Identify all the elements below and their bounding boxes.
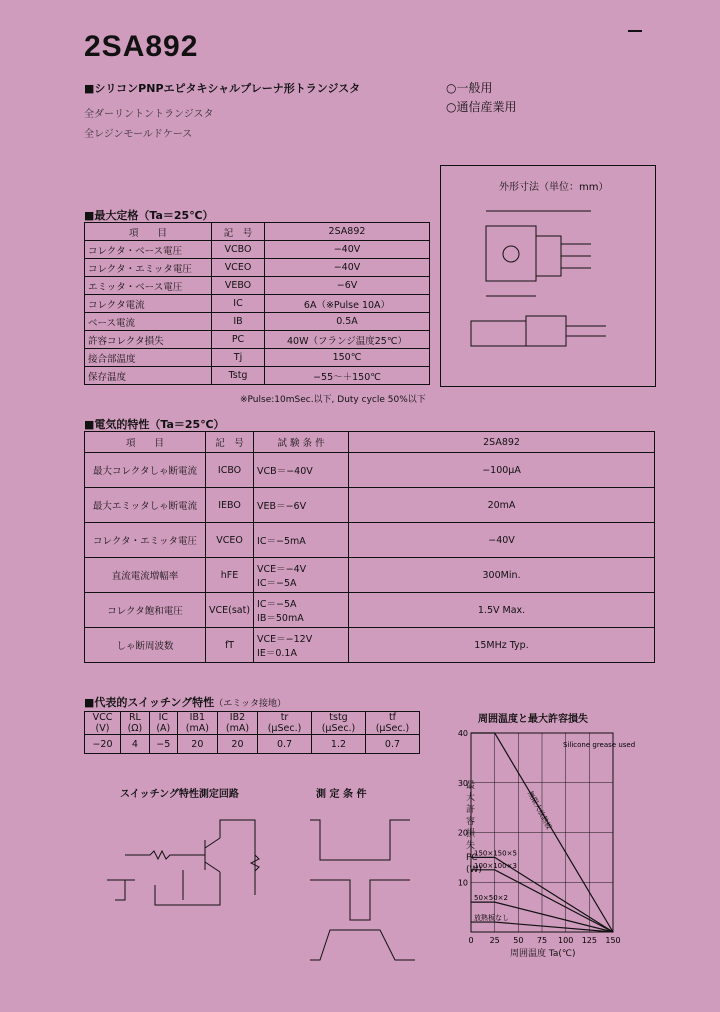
package-drawing bbox=[441, 166, 655, 386]
cell: VEBO bbox=[212, 277, 265, 295]
max-ratings-heading: ■最大定格（Ta＝25℃） bbox=[84, 209, 214, 222]
header-symbol: 記 号 bbox=[212, 223, 265, 241]
header-cell bbox=[312, 712, 366, 735]
derating-chart bbox=[440, 720, 640, 960]
header-symbol: 記 号 bbox=[206, 432, 254, 453]
cell: IB bbox=[212, 313, 265, 331]
header-unit: (Ω) bbox=[127, 723, 143, 734]
value-cell: 0.7 bbox=[365, 735, 419, 754]
header-unit: (μSec.) bbox=[267, 723, 302, 734]
use-general: ○一般用 bbox=[446, 81, 493, 95]
cell: コレクタ飽和電圧 bbox=[85, 593, 206, 628]
header-unit: (A) bbox=[156, 723, 171, 734]
cell: −100μA bbox=[349, 453, 655, 488]
condition-line: IC＝−5A bbox=[257, 599, 297, 610]
cell: 保存温度 bbox=[85, 367, 212, 385]
series-label: 50×50×2 bbox=[474, 894, 508, 903]
header-symbol: RL bbox=[128, 712, 141, 723]
chart-title: 周囲温度と最大許容損失 bbox=[478, 714, 588, 725]
header-symbol: IB1 bbox=[189, 712, 206, 723]
condition-line: VCE＝−4V bbox=[257, 564, 307, 575]
cell: コレクタ・ベース電圧 bbox=[85, 241, 212, 259]
series-label: 無限大放熱板 bbox=[526, 789, 553, 831]
table-header-row bbox=[85, 223, 430, 241]
cell: fT bbox=[206, 628, 254, 663]
cell: 20mA bbox=[349, 488, 655, 523]
header-cell bbox=[149, 712, 177, 735]
table-row bbox=[85, 349, 430, 367]
header-item: 項 目 bbox=[85, 432, 206, 453]
table-row bbox=[85, 453, 655, 488]
cell: −40V bbox=[349, 523, 655, 558]
condition-line: IE＝0.1A bbox=[257, 648, 297, 659]
condition-line: VEB＝−6V bbox=[257, 501, 307, 512]
x-tick-label: 150 bbox=[605, 936, 621, 945]
cell: VCBO bbox=[212, 241, 265, 259]
cell: 15MHz Typ. bbox=[349, 628, 655, 663]
value-cell: 20 bbox=[217, 735, 257, 754]
table-row bbox=[85, 313, 430, 331]
x-tick-label: 100 bbox=[558, 936, 574, 945]
table-header-row bbox=[85, 712, 420, 735]
cell: しゃ断周波数 bbox=[85, 628, 206, 663]
x-tick-label: 75 bbox=[536, 936, 548, 945]
condition-line: VCB＝−40V bbox=[257, 466, 313, 477]
cell: VCE(sat) bbox=[206, 593, 254, 628]
cell: VCEO bbox=[206, 523, 254, 558]
cell: コレクタ・エミッタ電圧 bbox=[85, 523, 206, 558]
switching-waveforms bbox=[290, 800, 430, 970]
table-row bbox=[85, 295, 430, 313]
cell: Tj bbox=[212, 349, 265, 367]
header-cell bbox=[120, 712, 149, 735]
cell: 最大コレクタしゃ断電流 bbox=[85, 453, 206, 488]
header-cell bbox=[217, 712, 257, 735]
package-outline-box bbox=[440, 165, 656, 387]
header-unit: (mA) bbox=[225, 723, 250, 734]
use-industrial: ○通信産業用 bbox=[446, 100, 517, 114]
switching-heading bbox=[84, 694, 286, 710]
header-symbol: tf bbox=[388, 712, 397, 723]
x-tick-label: 25 bbox=[489, 936, 500, 945]
feature-resin-mold: 全レジンモールドケース bbox=[84, 129, 193, 140]
table-row bbox=[85, 523, 655, 558]
header-unit: (V) bbox=[95, 723, 110, 734]
cell: 150℃ bbox=[265, 349, 430, 367]
legend-note: Silicone grease used bbox=[563, 741, 636, 749]
cell: Tstg bbox=[212, 367, 265, 385]
header-value: 2SA892 bbox=[349, 432, 655, 453]
corner-mark bbox=[628, 30, 642, 32]
header-unit: (μSec.) bbox=[375, 723, 410, 734]
electrical-table bbox=[84, 431, 655, 663]
table-row bbox=[85, 558, 655, 593]
cell: IEBO bbox=[206, 488, 254, 523]
y-tick-label: 40 bbox=[457, 729, 468, 738]
header-condition: 試 験 条 件 bbox=[254, 432, 349, 453]
header-symbol: IC bbox=[158, 712, 169, 723]
cell: 許容コレクタ損失 bbox=[85, 331, 212, 349]
condition-line: IC＝−5mA bbox=[257, 536, 306, 547]
circuit-title: スイッチング特性測定回路 bbox=[120, 789, 239, 800]
table-row bbox=[85, 331, 430, 349]
header-symbol: tstg bbox=[329, 712, 348, 723]
cell: IC bbox=[212, 295, 265, 313]
header-unit: (μSec.) bbox=[321, 723, 356, 734]
value-cell: −5 bbox=[149, 735, 177, 754]
cell: hFE bbox=[206, 558, 254, 593]
electrical-heading: ■電気的特性（Ta＝25℃） bbox=[84, 418, 225, 431]
cell: −40V bbox=[265, 241, 430, 259]
condition-line: VCE＝−12V bbox=[257, 634, 313, 645]
cell: VCEO bbox=[212, 259, 265, 277]
cell: エミッタ・ベース電圧 bbox=[85, 277, 212, 295]
value-cell: −20 bbox=[85, 735, 121, 754]
cell: 6A（※Pulse 10A） bbox=[265, 295, 430, 313]
cell: 最大エミッタしゃ断電流 bbox=[85, 488, 206, 523]
cell: 直流電流増幅率 bbox=[85, 558, 206, 593]
header-cell bbox=[85, 712, 121, 735]
header-value: 2SA892 bbox=[265, 223, 430, 241]
condition-title: 測 定 条 件 bbox=[316, 789, 367, 800]
table-row bbox=[85, 241, 430, 259]
cell: 300Min. bbox=[349, 558, 655, 593]
header-cell bbox=[258, 712, 312, 735]
header-cell bbox=[177, 712, 217, 735]
cell: −6V bbox=[265, 277, 430, 295]
cell: ベース電流 bbox=[85, 313, 212, 331]
cell: 40W（フランジ温度25℃） bbox=[265, 331, 430, 349]
y-tick-label: 20 bbox=[457, 828, 468, 838]
cell: 0.5A bbox=[265, 313, 430, 331]
condition-line: IC＝−5A bbox=[257, 578, 297, 589]
header-unit: (mA) bbox=[185, 723, 209, 734]
part-number-title: 2SA892 bbox=[84, 30, 199, 63]
y-tick-label: 30 bbox=[457, 778, 468, 788]
max-ratings-table bbox=[84, 222, 430, 385]
pulse-note: ※Pulse:10mSec.以下, Duty cycle 50%以下 bbox=[240, 395, 426, 405]
header-item: 項 目 bbox=[85, 223, 212, 241]
cell: −55〜＋150℃ bbox=[265, 367, 430, 385]
table-row bbox=[85, 628, 655, 663]
value-cell: 0.7 bbox=[258, 735, 312, 754]
header-symbol: VCC bbox=[92, 712, 113, 723]
cell: コレクタ・エミッタ電圧 bbox=[85, 259, 212, 277]
chart-xlabel: 周囲温度 Ta(℃) bbox=[510, 949, 576, 959]
condition-line: IB＝50mA bbox=[257, 613, 304, 624]
header-symbol: tr bbox=[280, 712, 289, 723]
x-tick-label: 125 bbox=[581, 936, 597, 945]
header-cell bbox=[365, 712, 419, 735]
table-row bbox=[85, 277, 430, 295]
table-row bbox=[85, 593, 655, 628]
x-tick-label: 0 bbox=[468, 936, 474, 945]
switching-test-circuit bbox=[95, 800, 295, 920]
switching-table bbox=[84, 711, 420, 754]
cell: 1.5V Max. bbox=[349, 593, 655, 628]
value-cell: 4 bbox=[120, 735, 149, 754]
x-tick-label: 50 bbox=[513, 936, 524, 945]
cell: 接合部温度 bbox=[85, 349, 212, 367]
series-label: 100×100×3 bbox=[474, 861, 517, 870]
table-row bbox=[85, 367, 430, 385]
value-cell: 1.2 bbox=[312, 735, 366, 754]
table-row bbox=[85, 488, 655, 523]
value-cell: 20 bbox=[177, 735, 217, 754]
cell: コレクタ電流 bbox=[85, 295, 212, 313]
cell: −40V bbox=[265, 259, 430, 277]
transistor-type: ■シリコンPNPエピタキシャルプレーナ形トランジスタ bbox=[84, 82, 361, 95]
table-header-row bbox=[85, 432, 655, 453]
package-title: 外形寸法（単位：mm） bbox=[499, 182, 609, 193]
cell: ICBO bbox=[206, 453, 254, 488]
header-symbol: IB2 bbox=[229, 712, 246, 723]
y-tick-label: 10 bbox=[457, 878, 468, 888]
series-label: 放熱板なし bbox=[474, 914, 509, 923]
switching-heading-text: ■代表的スイッチング特性 bbox=[84, 696, 215, 709]
table-row bbox=[85, 259, 430, 277]
cell: PC bbox=[212, 331, 265, 349]
feature-darlington: 全ダーリントントランジスタ bbox=[84, 109, 214, 120]
series-label: 150×150×5 bbox=[474, 849, 517, 858]
table-row bbox=[85, 735, 420, 754]
switching-subheading: （エミッタ接地） bbox=[214, 699, 287, 709]
chart-ylabel: 最大許容損失 PC (W) bbox=[466, 781, 482, 875]
